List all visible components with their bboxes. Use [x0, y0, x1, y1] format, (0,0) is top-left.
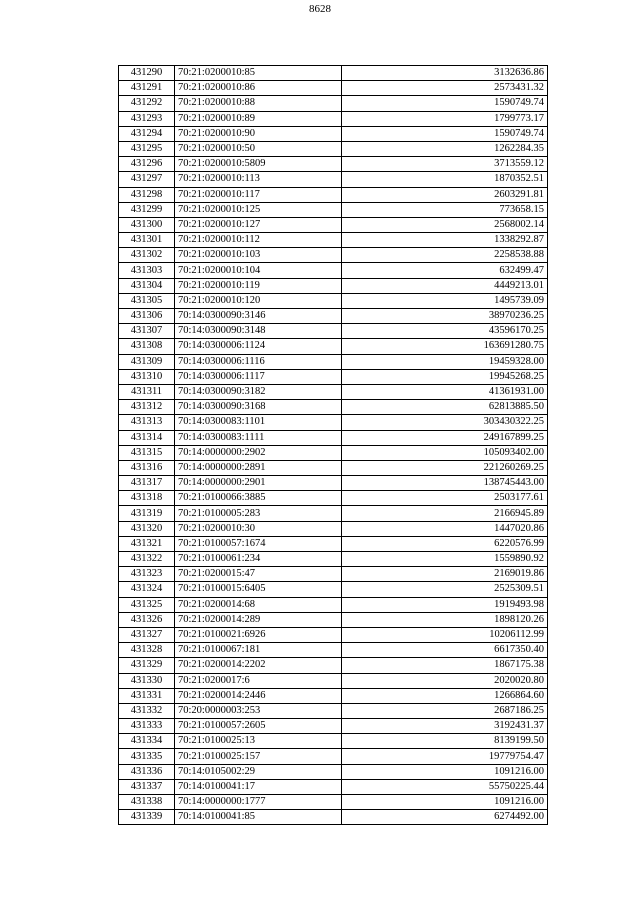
cadastral-number: 70:21:0200010:89 [175, 111, 342, 126]
row-number: 431312 [119, 400, 175, 415]
table-row [119, 521, 548, 536]
cadastral-number: 70:21:0100066:3885 [175, 491, 342, 506]
cadastral-value: 55750225.44 [342, 779, 548, 794]
cadastral-number: 70:14:0000000:2901 [175, 476, 342, 491]
cadastral-number: 70:21:0200010:5809 [175, 157, 342, 172]
cadastral-number: 70:21:0100025:13 [175, 734, 342, 749]
cadastral-number: 70:21:0200010:86 [175, 81, 342, 96]
table-row [119, 81, 548, 96]
table-row [119, 430, 548, 445]
cadastral-number: 70:21:0200010:113 [175, 172, 342, 187]
row-number: 431325 [119, 597, 175, 612]
cadastral-number: 70:21:0200010:104 [175, 263, 342, 278]
row-number: 431318 [119, 491, 175, 506]
cadastral-value: 19779754.47 [342, 749, 548, 764]
row-number: 431315 [119, 445, 175, 460]
cadastral-value: 2503177.61 [342, 491, 548, 506]
cadastral-value: 249167899.25 [342, 430, 548, 445]
row-number: 431294 [119, 126, 175, 141]
row-number: 431333 [119, 719, 175, 734]
cadastral-value: 138745443.00 [342, 476, 548, 491]
row-number: 431326 [119, 612, 175, 627]
cadastral-number: 70:21:0200010:50 [175, 141, 342, 156]
cadastral-value: 19459328.00 [342, 354, 548, 369]
table-row [119, 369, 548, 384]
row-number: 431299 [119, 202, 175, 217]
cadastral-value: 773658.15 [342, 202, 548, 217]
table-row [119, 278, 548, 293]
cadastral-number: 70:20:0000003:253 [175, 703, 342, 718]
cadastral-number: 70:14:0300090:3146 [175, 309, 342, 324]
cadastral-value: 43596170.25 [342, 324, 548, 339]
cadastral-number: 70:21:0100057:1674 [175, 536, 342, 551]
cadastral-value: 1266864.60 [342, 688, 548, 703]
row-number: 431316 [119, 460, 175, 475]
table-row [119, 202, 548, 217]
table-row [119, 445, 548, 460]
cadastral-number: 70:21:0100005:283 [175, 506, 342, 521]
table-row [119, 552, 548, 567]
page-number: 8628 [309, 3, 331, 15]
cadastral-number: 70:14:0300006:1117 [175, 369, 342, 384]
cadastral-number: 70:14:0300090:3148 [175, 324, 342, 339]
table-row [119, 597, 548, 612]
row-number: 431331 [119, 688, 175, 703]
table-row [119, 460, 548, 475]
cadastral-number: 70:14:0105002:29 [175, 764, 342, 779]
row-number: 431298 [119, 187, 175, 202]
table-row [119, 779, 548, 794]
row-number: 431317 [119, 476, 175, 491]
cadastral-number: 70:21:0200010:30 [175, 521, 342, 536]
cadastral-value: 2169019.86 [342, 567, 548, 582]
cadastral-value: 1590749.74 [342, 96, 548, 111]
row-number: 431339 [119, 810, 175, 825]
cadastral-number: 70:14:0000000:2902 [175, 445, 342, 460]
cadastral-number: 70:21:0100025:157 [175, 749, 342, 764]
cadastral-number: 70:21:0200010:125 [175, 202, 342, 217]
cadastral-value: 2603291.81 [342, 187, 548, 202]
cadastral-number: 70:21:0200010:85 [175, 66, 342, 81]
cadastral-value: 2020020.80 [342, 673, 548, 688]
cadastral-number: 70:21:0200015:47 [175, 567, 342, 582]
table-row [119, 263, 548, 278]
cadastral-value: 1495739.09 [342, 293, 548, 308]
table-row [119, 567, 548, 582]
cadastral-value: 1799773.17 [342, 111, 548, 126]
table-row [119, 384, 548, 399]
row-number: 431330 [119, 673, 175, 688]
table-row [119, 703, 548, 718]
table-row [119, 673, 548, 688]
cadastral-value: 1870352.51 [342, 172, 548, 187]
table-row [119, 476, 548, 491]
cadastral-value: 1338292.87 [342, 233, 548, 248]
cadastral-value: 1091216.00 [342, 795, 548, 810]
cadastral-value: 3132636.86 [342, 66, 548, 81]
row-number: 431313 [119, 415, 175, 430]
cadastral-value: 1262284.35 [342, 141, 548, 156]
cadastral-value: 2568002.14 [342, 217, 548, 232]
table-row [119, 293, 548, 308]
row-number: 431320 [119, 521, 175, 536]
cadastral-number: 70:21:0200014:2202 [175, 658, 342, 673]
cadastral-value: 1867175.38 [342, 658, 548, 673]
cadastral-value: 3713559.12 [342, 157, 548, 172]
cadastral-value: 41361931.00 [342, 384, 548, 399]
row-number: 431301 [119, 233, 175, 248]
row-number: 431336 [119, 764, 175, 779]
row-number: 431322 [119, 552, 175, 567]
cadastral-number: 70:14:0000000:1777 [175, 795, 342, 810]
table-row [119, 795, 548, 810]
cadastral-number: 70:21:0100057:2605 [175, 719, 342, 734]
row-number: 431337 [119, 779, 175, 794]
cadastral-value: 163691280.75 [342, 339, 548, 354]
table-row [119, 354, 548, 369]
cadastral-number: 70:21:0100067:181 [175, 643, 342, 658]
cadastral-value-table [118, 65, 548, 825]
row-number: 431292 [119, 96, 175, 111]
cadastral-number: 70:14:0300083:1101 [175, 415, 342, 430]
table-row [119, 415, 548, 430]
row-number: 431303 [119, 263, 175, 278]
row-number: 431308 [119, 339, 175, 354]
table-row [119, 217, 548, 232]
table-row [119, 749, 548, 764]
row-number: 431332 [119, 703, 175, 718]
table-row [119, 141, 548, 156]
cadastral-number: 70:21:0200014:2446 [175, 688, 342, 703]
table-row [119, 96, 548, 111]
cadastral-value: 1590749.74 [342, 126, 548, 141]
table-row [119, 810, 548, 825]
cadastral-number: 70:14:0300090:3168 [175, 400, 342, 415]
row-number: 431295 [119, 141, 175, 156]
table-row [119, 233, 548, 248]
table-row [119, 157, 548, 172]
table-row [119, 339, 548, 354]
cadastral-number: 70:14:0300006:1116 [175, 354, 342, 369]
cadastral-value: 6617350.40 [342, 643, 548, 658]
row-number: 431300 [119, 217, 175, 232]
table-row [119, 582, 548, 597]
row-number: 431311 [119, 384, 175, 399]
cadastral-value: 2573431.32 [342, 81, 548, 96]
cadastral-value: 1919493.98 [342, 597, 548, 612]
cadastral-value: 1559890.92 [342, 552, 548, 567]
table-row [119, 643, 548, 658]
cadastral-number: 70:21:0200010:117 [175, 187, 342, 202]
row-number: 431307 [119, 324, 175, 339]
row-number: 431293 [119, 111, 175, 126]
table-row [119, 719, 548, 734]
table-row [119, 536, 548, 551]
cadastral-value: 62813885.50 [342, 400, 548, 415]
table-row [119, 612, 548, 627]
cadastral-number: 70:14:0300006:1124 [175, 339, 342, 354]
cadastral-value: 303430322.25 [342, 415, 548, 430]
cadastral-number: 70:21:0200014:289 [175, 612, 342, 627]
table-row [119, 764, 548, 779]
row-number: 431290 [119, 66, 175, 81]
table-row [119, 324, 548, 339]
row-number: 431297 [119, 172, 175, 187]
table-row [119, 491, 548, 506]
table-row [119, 309, 548, 324]
cadastral-number: 70:21:0200010:127 [175, 217, 342, 232]
cadastral-value: 8139199.50 [342, 734, 548, 749]
cadastral-number: 70:14:0100041:85 [175, 810, 342, 825]
row-number: 431328 [119, 643, 175, 658]
row-number: 431310 [119, 369, 175, 384]
row-number: 431305 [119, 293, 175, 308]
cadastral-value: 1091216.00 [342, 764, 548, 779]
row-number: 431304 [119, 278, 175, 293]
table-row [119, 658, 548, 673]
cadastral-value: 221260269.25 [342, 460, 548, 475]
cadastral-number: 70:21:0200010:103 [175, 248, 342, 263]
cadastral-value: 38970236.25 [342, 309, 548, 324]
row-number: 431327 [119, 627, 175, 642]
row-number: 431291 [119, 81, 175, 96]
cadastral-value: 4449213.01 [342, 278, 548, 293]
cadastral-value: 105093402.00 [342, 445, 548, 460]
cadastral-value: 2258538.88 [342, 248, 548, 263]
cadastral-number: 70:14:0300083:1111 [175, 430, 342, 445]
row-number: 431321 [119, 536, 175, 551]
cadastral-value: 1447020.86 [342, 521, 548, 536]
cadastral-value: 6220576.99 [342, 536, 548, 551]
cadastral-value: 2525309.51 [342, 582, 548, 597]
row-number: 431335 [119, 749, 175, 764]
table-row [119, 172, 548, 187]
table-row [119, 66, 548, 81]
cadastral-value: 3192431.37 [342, 719, 548, 734]
cadastral-number: 70:21:0100021:6926 [175, 627, 342, 642]
table-row [119, 111, 548, 126]
row-number: 431306 [119, 309, 175, 324]
row-number: 431314 [119, 430, 175, 445]
cadastral-number: 70:21:0100061:234 [175, 552, 342, 567]
cadastral-value: 2687186.25 [342, 703, 548, 718]
cadastral-number: 70:21:0200014:68 [175, 597, 342, 612]
row-number: 431338 [119, 795, 175, 810]
row-number: 431334 [119, 734, 175, 749]
cadastral-number: 70:14:0300090:3182 [175, 384, 342, 399]
cadastral-value: 19945268.25 [342, 369, 548, 384]
table-row [119, 734, 548, 749]
cadastral-number: 70:21:0200010:120 [175, 293, 342, 308]
table-row [119, 248, 548, 263]
cadastral-number: 70:21:0200010:112 [175, 233, 342, 248]
cadastral-number: 70:21:0100015:6405 [175, 582, 342, 597]
row-number: 431309 [119, 354, 175, 369]
cadastral-value: 2166945.89 [342, 506, 548, 521]
row-number: 431329 [119, 658, 175, 673]
table-row [119, 688, 548, 703]
cadastral-number: 70:14:0100041:17 [175, 779, 342, 794]
cadastral-number: 70:21:0200017:6 [175, 673, 342, 688]
cadastral-number: 70:21:0200010:88 [175, 96, 342, 111]
table-row [119, 126, 548, 141]
cadastral-number: 70:14:0000000:2891 [175, 460, 342, 475]
row-number: 431296 [119, 157, 175, 172]
table-body [119, 66, 548, 825]
cadastral-value: 1898120.26 [342, 612, 548, 627]
table-row [119, 400, 548, 415]
cadastral-value: 10206112.99 [342, 627, 548, 642]
row-number: 431319 [119, 506, 175, 521]
row-number: 431324 [119, 582, 175, 597]
cadastral-value: 632499.47 [342, 263, 548, 278]
row-number: 431302 [119, 248, 175, 263]
table-row [119, 627, 548, 642]
cadastral-number: 70:21:0200010:119 [175, 278, 342, 293]
row-number: 431323 [119, 567, 175, 582]
table-row [119, 506, 548, 521]
table-row [119, 187, 548, 202]
cadastral-value: 6274492.00 [342, 810, 548, 825]
cadastral-number: 70:21:0200010:90 [175, 126, 342, 141]
